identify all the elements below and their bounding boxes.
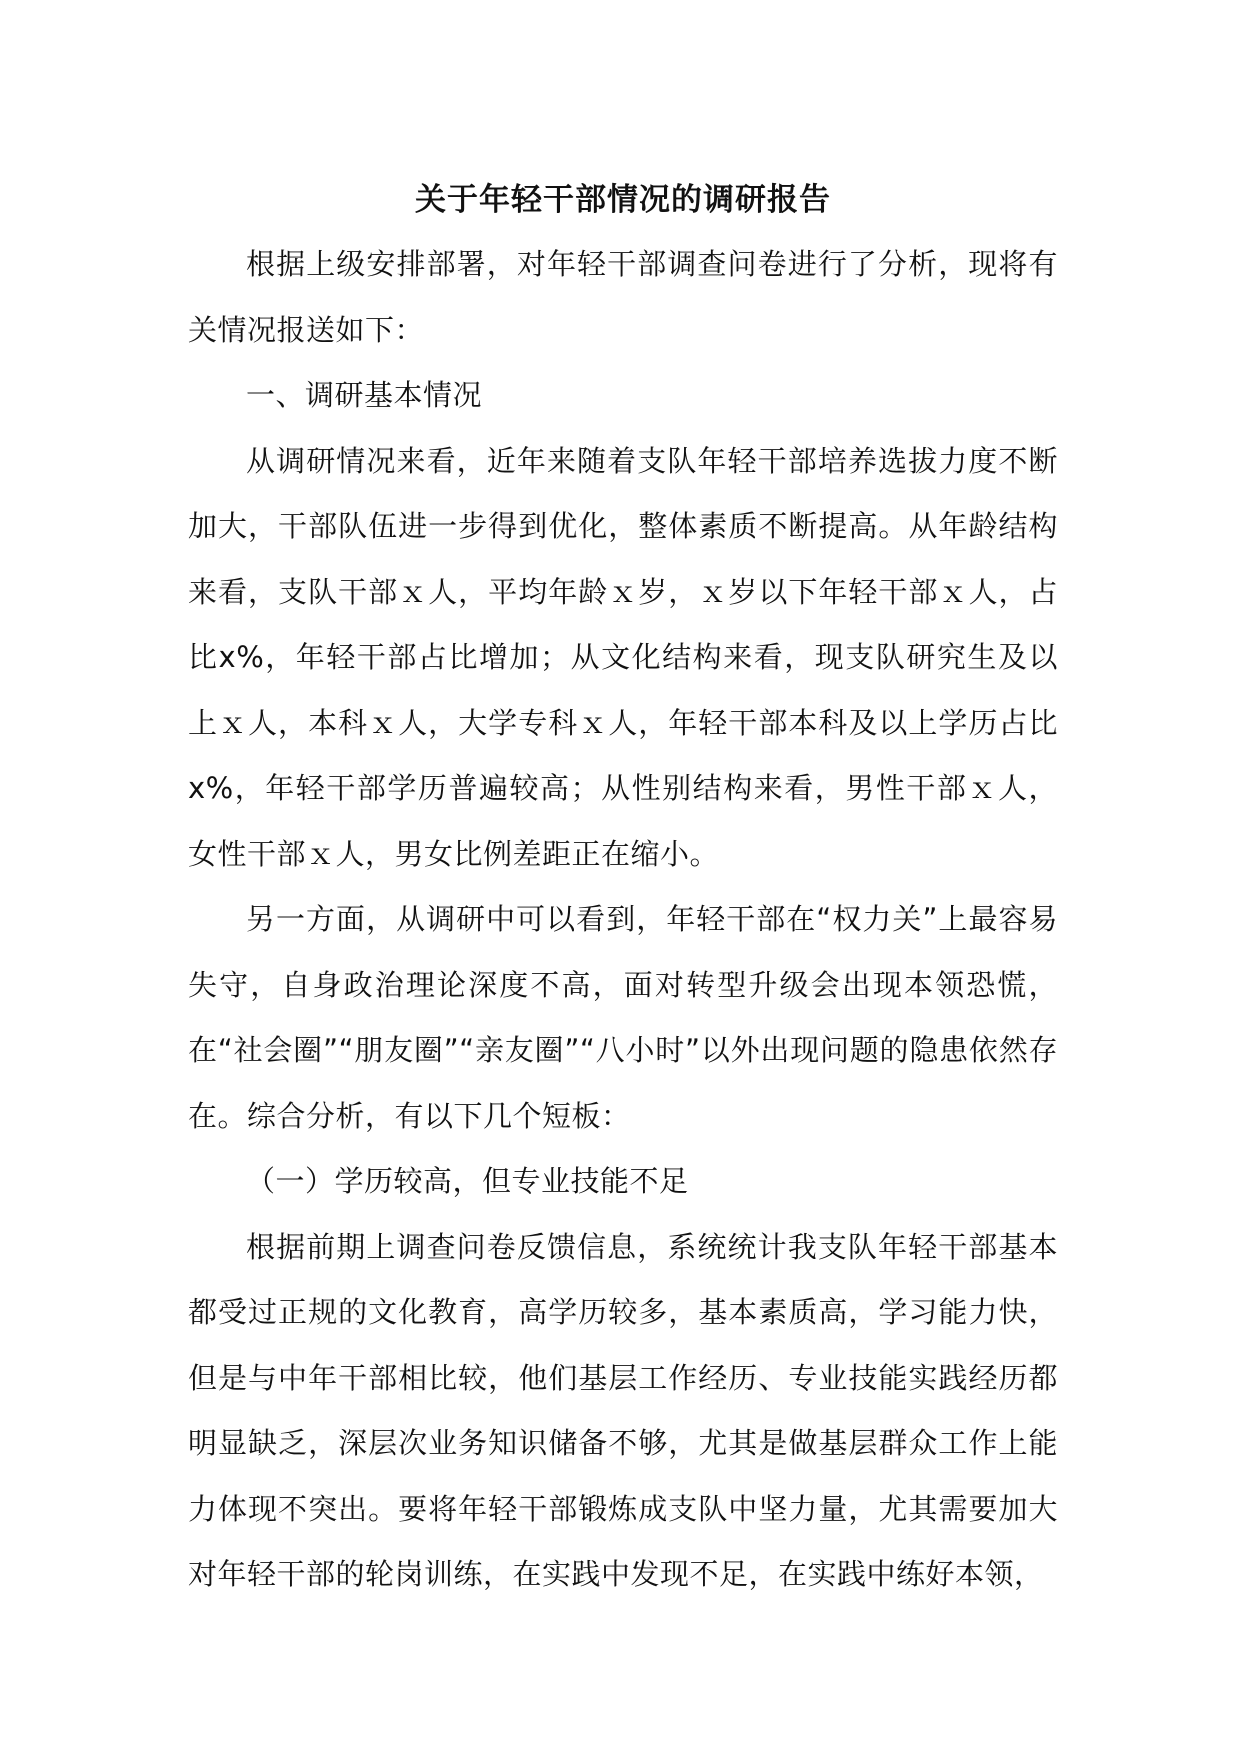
section-heading-basic-situation: 一、调研基本情况: [246, 378, 483, 412]
paragraph-shortcomings: 另一方面，从调研中可以看到，年轻干部在“权力关”上最容易失守，自身政治理论深度不高，面对转型升级会出现本领恐慌，在“社会圈”“朋友圈”“亲友圈”“八小时”以外出现问题的隐患依然存在。综合分析，有以下几个短板：: [188, 902, 1058, 1133]
intro-paragraph: 根据上级安排部署，对年轻干部调查问卷进行了分析，现将有关情况报送如下：: [188, 247, 1058, 347]
subsection-heading-skills: （一）学历较高，但专业技能不足: [246, 1164, 689, 1198]
paragraph-survey-overview: 从调研情况来看，近年来随着支队年轻干部培养选拔力度不断加大，干部队伍进一步得到优化，整体素质不断提高。从年龄结构来看，支队干部ｘ人，平均年龄ｘ岁，ｘ岁以下年轻干部ｘ人，占比x%，年轻干部占比增加；从文化结构来看，现支队研究生及以上ｘ人，本科ｘ人，大学专科ｘ人，年轻干部本科及以上学历占比 x%，年轻干部学历普遍较高；从性别结构来看，男性干部ｘ人，女性干部ｘ人，男女比例差距正在缩小。: [188, 443, 1058, 871]
document-title: 关于年轻干部情况的调研报告: [415, 182, 831, 218]
document-body: [188, 168, 1058, 1608]
paragraph-skills-detail: 根据前期上调查问卷反馈信息，系统统计我支队年轻干部基本都受过正规的文化教育，高学历较多，基本素质高，学习能力快，但是与中年干部相比较，他们基层工作经历、专业技能实践经历都明显缺乏，深层次业务知识储备不够，尤其是做基层群众工作上能力体现不突出。要将年轻干部锻炼成支队中坚力量，尤其需要加大对年轻干部的轮岗训练，在实践中发现不足，在实践中练好本领，: [188, 1229, 1058, 1591]
